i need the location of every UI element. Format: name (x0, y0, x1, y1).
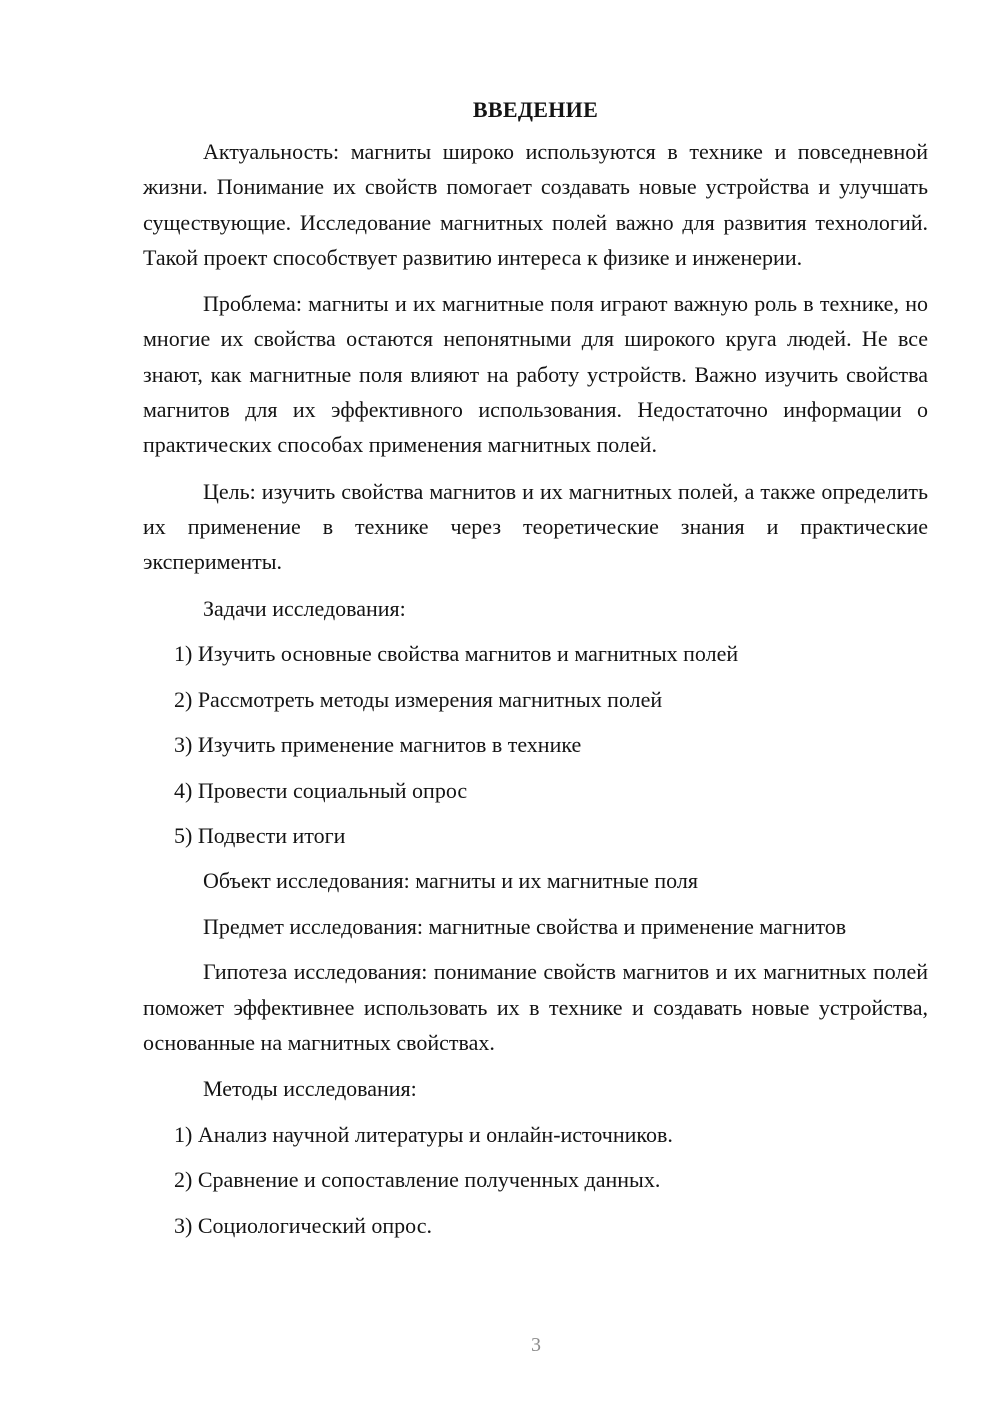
page-number: 3 (531, 1334, 541, 1356)
task-item: 3) Изучить применение магнитов в технике (174, 732, 582, 758)
task-item: 2) Рассмотреть методы измерения магнитных полей (174, 686, 663, 712)
tasks-heading: Задачи исследования: (203, 595, 406, 621)
research-object: Объект исследования: магниты и их магнитные поля (203, 868, 698, 894)
methods-heading: Методы исследования: (203, 1076, 417, 1102)
page-content (143, 92, 928, 1253)
method-item: 1) Анализ научной литературы и онлайн-источников. (174, 1121, 673, 1147)
hypothesis-paragraph: Гипотеза исследования: понимание свойств магнитов и их магнитных полей поможет эффективнее использовать их в технике и создавать новые устройства, основанные на магнитных свойствах. (143, 959, 928, 1056)
problem-paragraph: Проблема: магниты и их магнитные поля играют важную роль в технике, но многие их свойства остаются непонятными для широкого круга людей. Не все знают, как магнитные поля влияют на работу устройств. Важно изучить свойства магнитов для их эффективного использования. Недостаточно информации о практических способах применения магнитных полей. (143, 291, 928, 458)
goal-paragraph: Цель: изучить свойства магнитов и их магнитных полей, а также определить их применение в технике через теоретические знания и практические эксперименты. (143, 478, 928, 575)
method-item: 3) Социологический опрос. (174, 1212, 432, 1238)
relevance-paragraph: Актуальность: магниты широко используются в технике и повседневной жизни. Понимание их свойств помогает создавать новые устройства и улучшать существующие. Исследование магнитных полей важно для развития технологий. Такой проект способствует развитию интереса к физике и инженерии. (143, 139, 928, 270)
task-item: 4) Провести социальный опрос (174, 777, 468, 803)
task-item: 5) Подвести итоги (174, 822, 346, 848)
task-item: 1) Изучить основные свойства магнитов и магнитных полей (174, 641, 739, 667)
page-title: ВВЕДЕНИЕ (472, 97, 599, 122)
method-item: 2) Сравнение и сопоставление полученных данных. (174, 1167, 661, 1193)
research-subject: Предмет исследования: магнитные свойства и применение магнитов (203, 913, 847, 939)
